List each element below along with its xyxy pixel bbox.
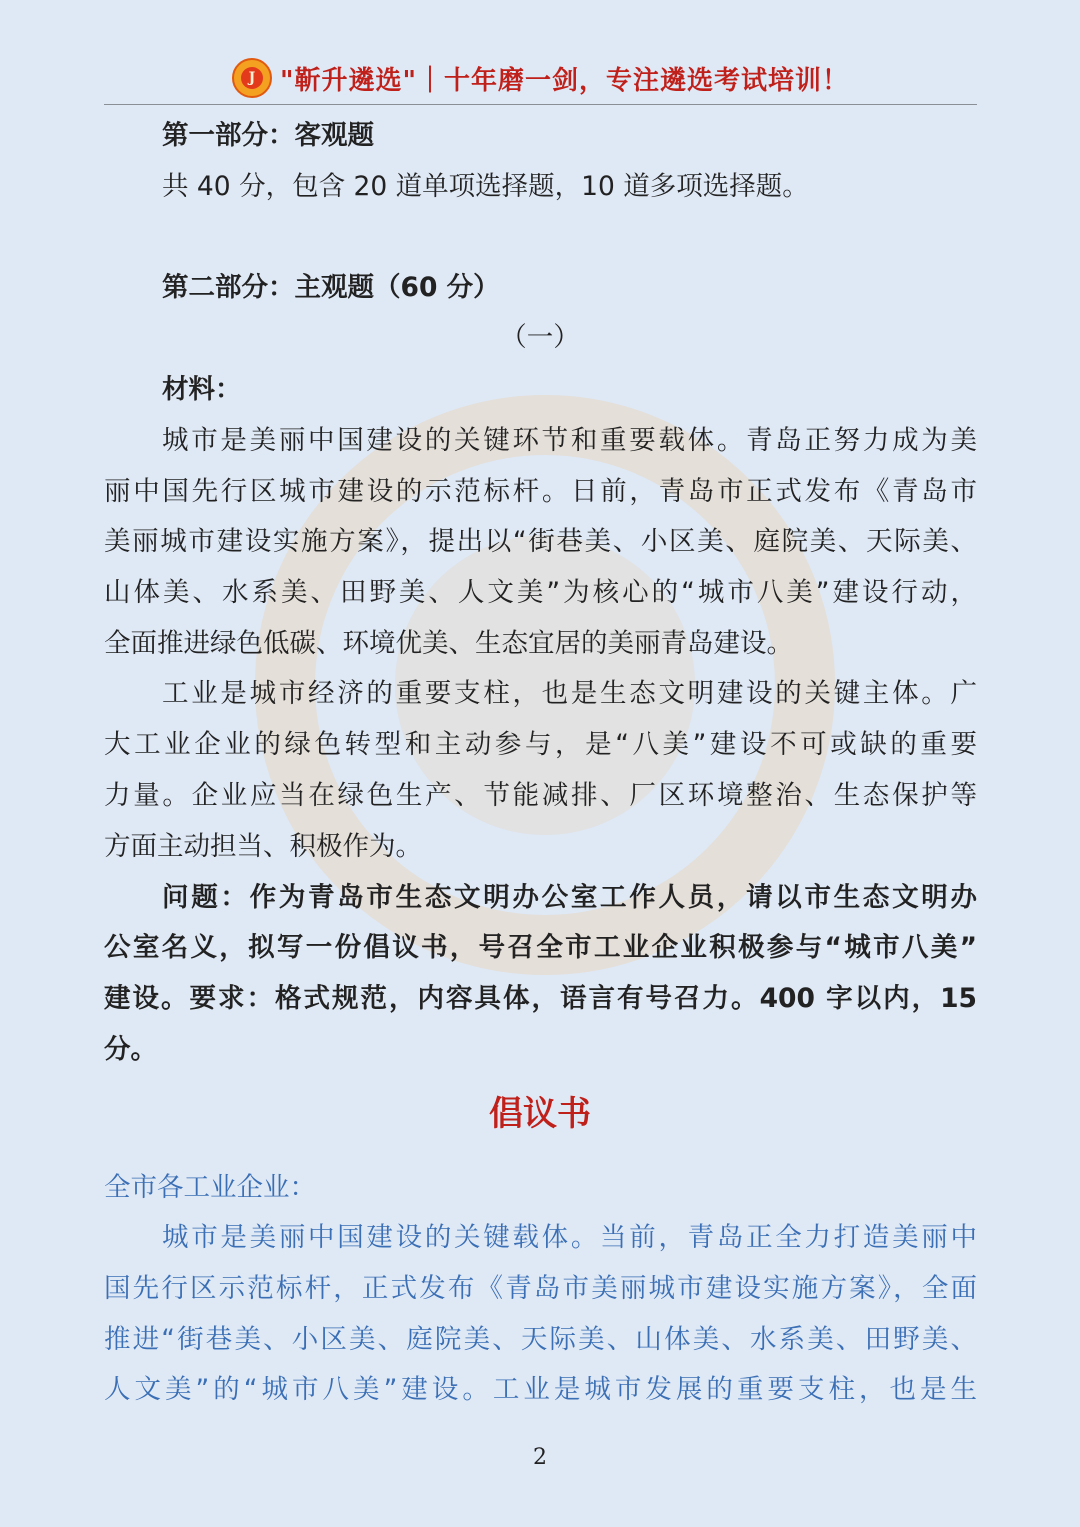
material-para1-line: 美丽城市建设实施方案》，提出以“街巷美、小区美、庭院美、天际美、 (104, 526, 977, 557)
question-line: 分。 (104, 1034, 157, 1065)
material-para1-line: 全面推进绿色低碳、环境优美、生态宜居的美丽青岛建设。 (104, 628, 793, 659)
answer-para1-line: 城市是美丽中国建设的关键载体。当前，青岛正全力打造美丽中 (162, 1222, 977, 1253)
logo-glyph: J (241, 67, 263, 89)
material-para2-line: 方面主动担当、积极作为。 (104, 831, 422, 862)
answer-para1-line: 国先行区示范标杆，正式发布《青岛市美丽城市建设实施方案》，全面 (104, 1273, 977, 1304)
seal-logo-icon (232, 58, 272, 98)
material-para2-line: 工业是城市经济的重要支柱，也是生态文明建设的关键主体。广 (162, 678, 977, 709)
material-para1-line: 城市是美丽中国建设的关键环节和重要载体。青岛正努力成为美 (162, 425, 977, 456)
section-heading: （一） (500, 322, 580, 353)
header-slogan: "靳升遴选"｜十年磨一剑，专注遴选考试培训！ (279, 65, 850, 96)
answer-para1-line: 人文美”的“城市八美”建设。工业是城市发展的重要支柱，也是生 (104, 1374, 977, 1405)
answer-para1-line: 推进“街巷美、小区美、庭院美、天际美、山体美、水系美、田野美、 (104, 1324, 977, 1355)
material-para2-line: 力量。企业应当在绿色生产、节能减排、厂区环境整治、生态保护等 (104, 780, 977, 811)
part2-title: 第二部分：主观题（60 分） (162, 272, 500, 303)
answer-title: 倡议书 (489, 1094, 591, 1134)
part1-title: 第一部分：客观题 (162, 120, 374, 151)
question-line: 公室名义，拟写一份倡议书，号召全市工业企业积极参与“城市八美” (104, 932, 977, 963)
page-number: 2 (533, 1445, 547, 1470)
material-label: 材料： (162, 374, 242, 405)
part1-description: 共 40 分，包含 20 道单项选择题，10 道多项选择题。 (162, 171, 809, 202)
material-para2-line: 大工业企业的绿色转型和主动参与，是“八美”建设不可或缺的重要 (104, 729, 977, 760)
question-line: 建设。要求：格式规范，内容具体，语言有号召力。400 字以内，15 (104, 983, 977, 1014)
material-para1-line: 山体美、水系美、田野美、人文美”为核心的“城市八美”建设行动， (104, 577, 977, 608)
page-header (104, 52, 977, 105)
material-para1-line: 丽中国先行区城市建设的示范标杆。日前，青岛市正式发布《青岛市 (104, 476, 977, 507)
question-line: 问题：作为青岛市生态文明办公室工作人员，请以市生态文明办 (162, 882, 977, 913)
answer-salutation: 全市各工业企业： (104, 1172, 316, 1203)
